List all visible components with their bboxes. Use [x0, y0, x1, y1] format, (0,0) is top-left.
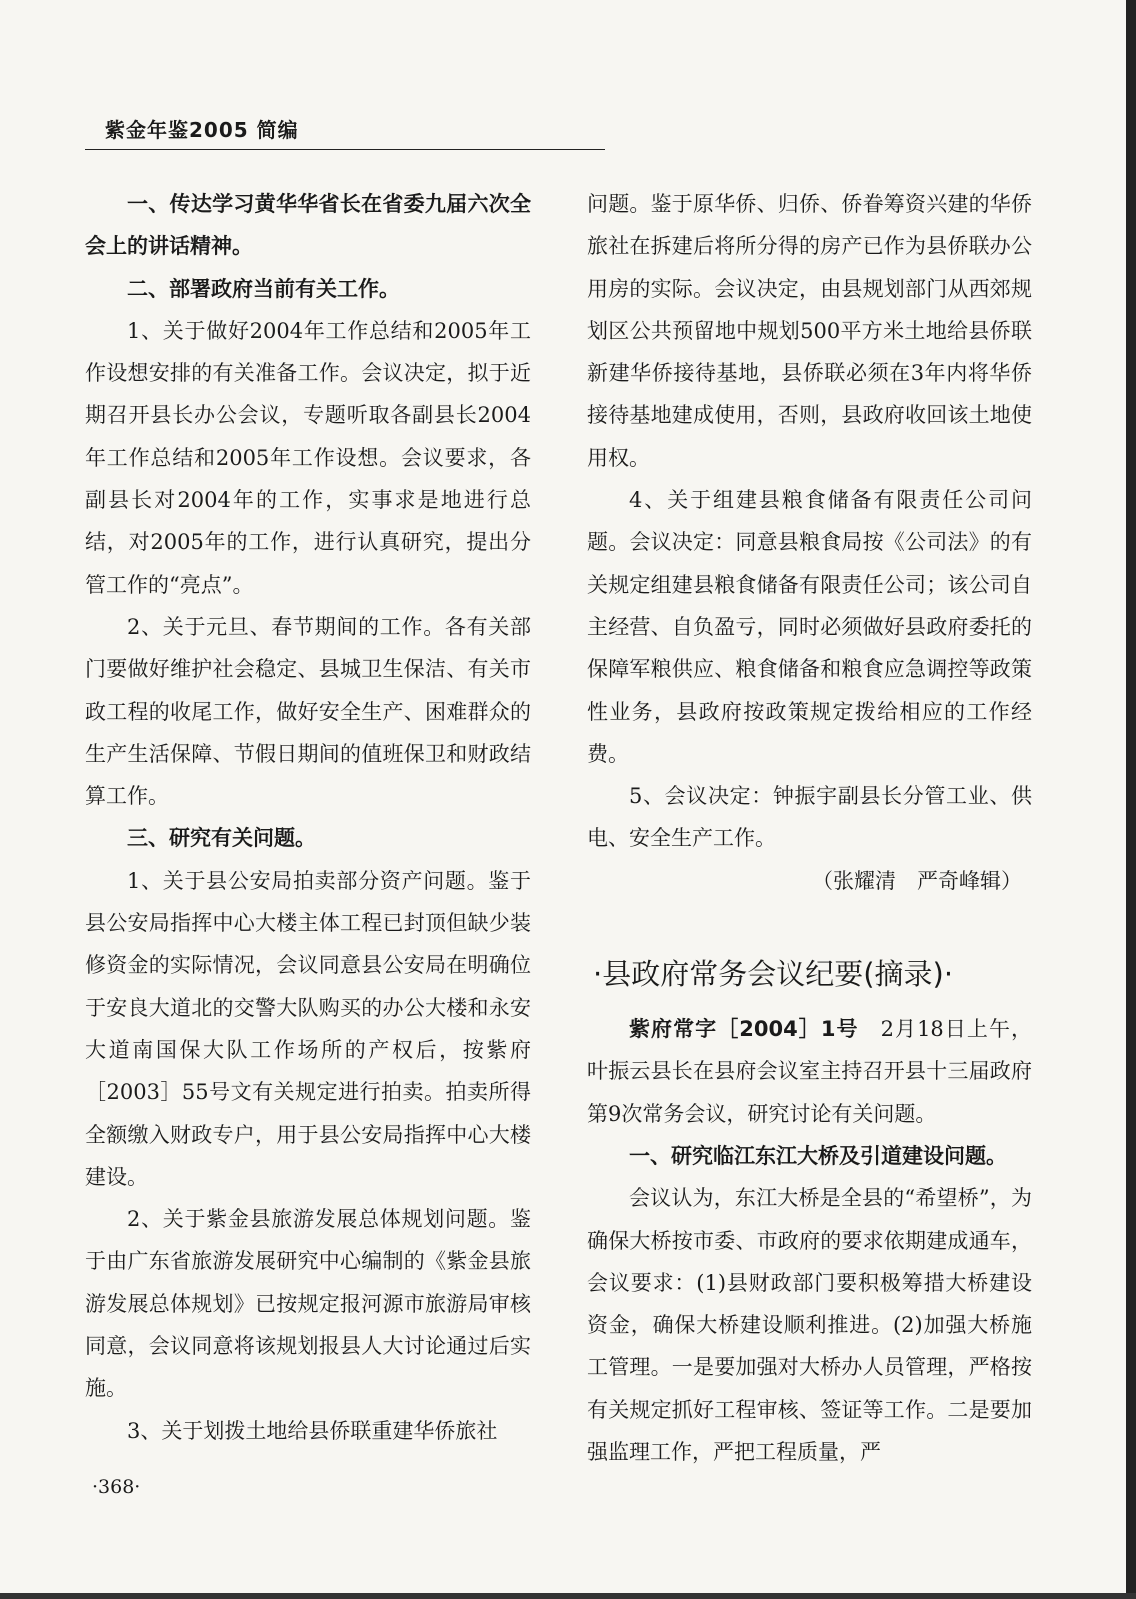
document-number: 紫府常字［2004］1号 — [629, 1017, 859, 1042]
heading-1: 一、传达学习黄华华省长在省委九届六次全会上的讲话精神。 — [85, 192, 531, 259]
section-title: ·县政府常务会议纪要(摘录)· — [593, 957, 954, 992]
header-rule — [85, 149, 605, 150]
scan-edge — [1126, 0, 1136, 1599]
paragraph: 5、会议决定：钟振宇副县长分管工业、供电、安全生产工作。 — [587, 784, 1032, 851]
scan-edge — [0, 1593, 1136, 1599]
paragraph: 1、关于做好2004年工作总结和2005年工作设想安排的有关准备工作。会议决定，拟于近期召开县长办公会议，专题听取各副县长2004年工作总结和2005年工作设想。会议要求，各副县长对2004年的工作，实事求是地进行总结，对2005年的工作，进行认真研究，提出分管工作的“亮点”。 — [85, 318, 531, 597]
paragraph: 4、关于组建县粮食储备有限责任公司问题。会议决定：同意县粮食局按《公司法》的有关规定组建县粮食储备有限责任公司；该公司自主经营、自负盈亏，同时必须做好县政府委托的保障军粮供应、粮食储备和粮食应急调控等政策性业务，县政府按政策规定拨给相应的工作经费。 — [587, 488, 1032, 766]
page-number: ·368· — [92, 1476, 141, 1498]
right-column — [587, 183, 1032, 1473]
heading-1: 一、研究临江东江大桥及引道建设问题。 — [629, 1143, 1007, 1168]
paragraph: 会议认为，东江大桥是全县的“希望桥”，为确保大桥按市委、市政府的要求依期建成通车，会议要求：(1)县财政部门要积极筹措大桥建设资金，确保大桥建设顺利推进。(2)加强大桥施工管理。一是要加强对大桥办人员管理，严格按有关规定抓好工程审核、签证等工作。二是要加强监理工作，严把工程质量，严 — [587, 1186, 1032, 1465]
paragraph: 1、关于县公安局拍卖部分资产问题。鉴于县公安局指挥中心大楼主体工程已封顶但缺少装修资金的实际情况，会议同意县公安局在明确位于安良大道北的交警大队购买的办公大楼和永安大道南国保大队工作场所的产权后，按紫府［2003］55号文有关规定进行拍卖。拍卖所得全额缴入财政专户，用于县公安局指挥中心大楼建设。 — [85, 868, 531, 1189]
paragraph: 问题。鉴于原华侨、归侨、侨眷筹资兴建的华侨旅社在拆建后将所分得的房产已作为县侨联办公用房的实际。会议决定，由县规划部门从西郊规划区公共预留地中规划500平方米土地给县侨联新建华侨接待基地，县侨联必须在3年内将华侨接待基地建成使用，否则，县政府收回该土地使用权。 — [587, 192, 1032, 470]
heading-3: 三、研究有关问题。 — [127, 826, 316, 851]
paragraph: 2、关于紫金县旅游发展总体规划问题。鉴于由广东省旅游发展研究中心编制的《紫金县旅游发展总体规划》已按规定报河源市旅游局审核同意，会议同意将该规划报县人大讨论通过后实施。 — [85, 1207, 531, 1401]
page-header: 紫金年鉴2005 简编 — [105, 118, 299, 142]
meeting-intro — [587, 1008, 1032, 1135]
left-column — [85, 183, 531, 1452]
heading-2: 二、部署政府当前有关工作。 — [127, 276, 400, 301]
editor-credit: （张耀清 严奇峰辑） — [812, 868, 1022, 893]
paragraph: 2、关于元旦、春节期间的工作。各有关部门要做好维护社会稳定、县城卫生保洁、有关市政工程的收尾工作，做好安全生产、困难群众的生产生活保障、节假日期间的值班保卫和财政结算工作。 — [85, 614, 531, 809]
meeting-intro-text: 2月18日上午，叶振云县长在县府会议室主持召开县十三届政府第9次常务会议，研究讨论有关问题。 — [587, 1017, 1032, 1126]
paragraph: 3、关于划拨土地给县侨联重建华侨旅社 — [127, 1418, 498, 1443]
